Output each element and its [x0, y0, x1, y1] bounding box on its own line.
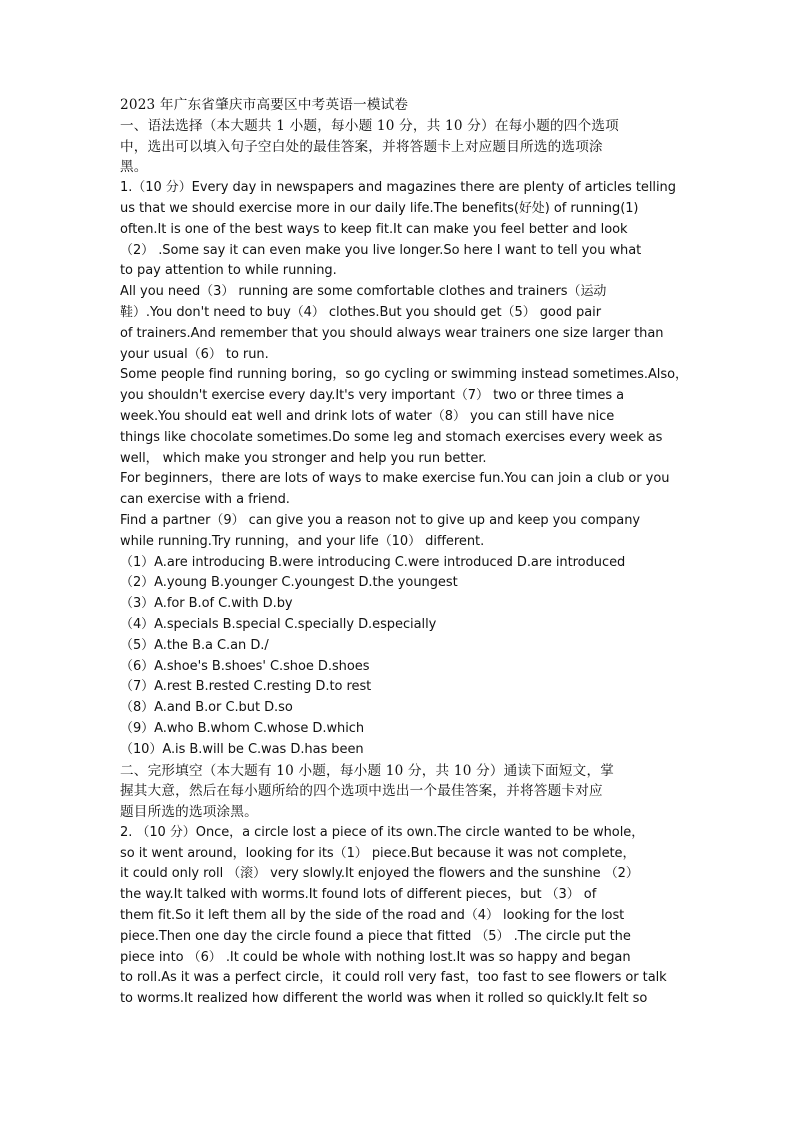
text-line: to worms.It realized how different the world was when it rolled so quickly.It felt so — [120, 991, 648, 1007]
text-line: （2） .Some say it can even make you live longer.So here I want to tell you what — [120, 242, 642, 258]
text-line: For beginners，there are lots of ways to make exercise fun.You can join a club or you — [120, 471, 670, 487]
text-line: （1）A.are introducing B.were introducing C.were introduced D.are introduced — [120, 554, 626, 570]
text-line: can exercise with a friend. — [120, 492, 290, 508]
text-line: 中，选出可以填入句子空白处的最佳答案，并将答题卡上对应题目所选的选项涂 — [120, 138, 603, 155]
text-line: （3）A.for B.of C.with D.by — [120, 596, 293, 612]
text-line: while running.Try running，and your life（10） different. — [120, 533, 485, 549]
text-line: （2）A.young B.younger C.youngest D.the youngest — [120, 575, 458, 591]
text-line: 鞋）.You don't need to buy（4） clothes.But you should get（5） good pair — [120, 304, 601, 320]
text-line: 1.（10 分）Every day in newspapers and magazines there are plenty of articles telling — [120, 180, 676, 196]
text-line: things like chocolate sometimes.Do some leg and stomach exercises every week as — [120, 429, 663, 445]
text-line: the way.It talked with worms.It found lots of different pieces，but （3） of — [120, 887, 597, 903]
text-line: （6）A.shoe's B.shoes' C.shoe D.shoes — [120, 658, 370, 674]
text-line: （9）A.who B.whom C.whose D.which — [120, 720, 365, 736]
text-line: All you need（3） running are some comfortable clothes and trainers（运动 — [120, 284, 607, 300]
text-line: 黑。 — [120, 159, 148, 176]
text-line: piece.Then one day the circle found a piece that fitted （5） .The circle put the — [120, 928, 631, 944]
text-line: （4）A.specials B.special C.specially D.especially — [120, 616, 437, 632]
text-line: 2023 年广东省肇庆市高要区中考英语一模试卷 — [120, 97, 409, 113]
text-line: （8）A.and B.or C.but D.so — [120, 700, 293, 716]
text-line: us that we should exercise more in our daily life.The benefits(好处) of running(1) — [120, 200, 639, 216]
text-line: of trainers.And remember that you should always wear trainers one size larger than — [120, 325, 664, 341]
text-line: week.You should eat well and drink lots of water（8） you can still have nice — [120, 408, 615, 424]
text-line: （7）A.rest B.rested C.resting D.to rest — [120, 679, 372, 695]
text-line: often.It is one of the best ways to keep fit.It can make you feel better and look — [120, 221, 628, 237]
text-line: you shouldn't exercise every day.It's very important（7） two or three times a — [120, 388, 625, 404]
text-line: （5）A.the B.a C.an D./ — [120, 637, 269, 653]
text-line: them fit.So it left them all by the side of the road and（4） looking for the lost — [120, 908, 625, 924]
text-line: well， which make you stronger and help you run better. — [120, 450, 487, 466]
text-line: so it went around，looking for its（1） piece.But because it was not complete， — [120, 845, 636, 861]
text-line: it could only roll （滚） very slowly.It enjoyed the flowers and the sunshine （2） — [120, 866, 639, 882]
exam-paper-page — [120, 95, 688, 1010]
text-line: your usual（6） to run. — [120, 346, 269, 362]
text-line: 二、完形填空（本大题有 10 小题，每小题 10 分，共 10 分）通读下面短文，掌 — [120, 762, 615, 779]
text-line: piece into （6） .It could be whole with nothing lost.It was so happy and began — [120, 949, 631, 965]
text-line: （10）A.is B.will be C.was D.has been — [120, 741, 364, 757]
text-line: Find a partner（9） can give you a reason not to give up and keep you company — [120, 512, 641, 528]
text-line: 握其大意，然后在每小题所给的四个选项中选出一个最佳答案，并将答题卡对应 — [120, 783, 603, 800]
text-line: 2. （10 分）Once，a circle lost a piece of its own.The circle wanted to be whole， — [120, 824, 645, 840]
text-line: 题目所选的选项涂黑。 — [120, 804, 258, 821]
text-line: to roll.As it was a perfect circle，it could roll very fast，too fast to see flowers or talk — [120, 970, 667, 986]
text-line: Some people find running boring，so go cycling or swimming instead sometimes.Also， — [120, 367, 688, 383]
text-line: to pay attention to while running. — [120, 263, 337, 279]
text-line: 一、语法选择（本大题共 1 小题，每小题 10 分，共 10 分）在每小题的四个选项 — [120, 117, 619, 134]
